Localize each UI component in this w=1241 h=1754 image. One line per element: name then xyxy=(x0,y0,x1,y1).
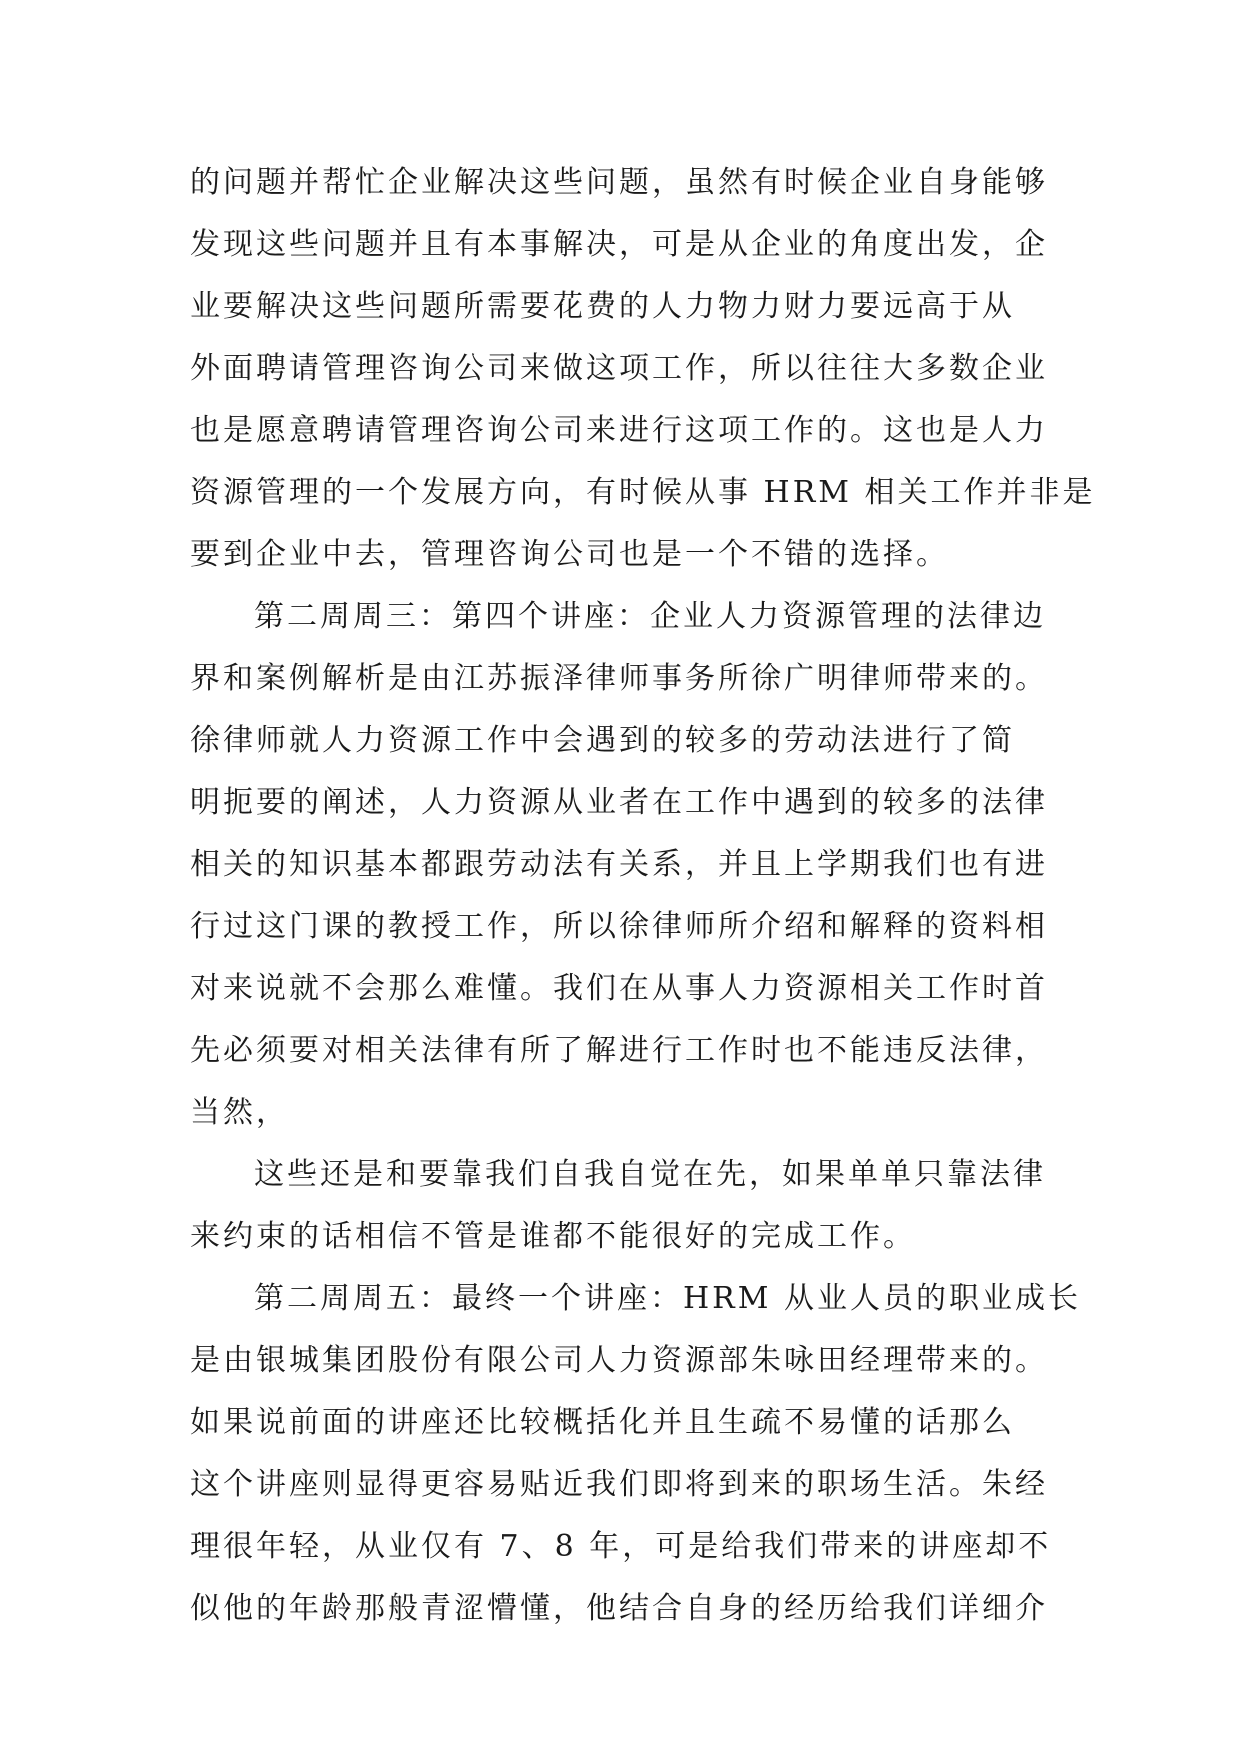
text-line: 要到企业中去，管理咨询公司也是一个不错的选择。 xyxy=(190,537,949,572)
text-line: 是由银城集团股份有限公司人力资源部朱咏田经理带来的。 xyxy=(190,1343,1048,1378)
text-line: 先必须要对相关法律有所了解进行工作时也不能违反法律， xyxy=(190,1033,1048,1068)
text-line: 的问题并帮忙企业解决这些问题，虽然有时候企业自身能够 xyxy=(190,165,1048,200)
text-line: 也是愿意聘请管理咨询公司来进行这项工作的。这也是人力 xyxy=(190,413,1048,448)
text-line: 似他的年龄那般青涩懵懂，他结合自身的经历给我们详细介 xyxy=(190,1591,1048,1626)
document-body xyxy=(190,152,1096,1640)
text-line: 相关的知识基本都跟劳动法有关系，并且上学期我们也有进 xyxy=(190,847,1048,882)
text-line: 来约束的话相信不管是谁都不能很好的完成工作。 xyxy=(190,1219,916,1254)
text-line: 业要解决这些问题所需要花费的人力物力财力要远高于从 xyxy=(190,289,1015,324)
text-line: 外面聘请管理咨询公司来做这项工作，所以往往大多数企业 xyxy=(190,351,1048,386)
text-line: 界和案例解析是由江苏振泽律师事务所徐广明律师带来的。 xyxy=(190,661,1048,696)
paragraph-first-line: 这些还是和要靠我们自我自觉在先，如果单单只靠法律 xyxy=(254,1157,1046,1192)
text-line: 对来说就不会那么难懂。我们在从事人力资源相关工作时首 xyxy=(190,971,1048,1006)
paragraph-first-line: 第二周周五：最终一个讲座：HRM 从业人员的职业成长 xyxy=(254,1281,1082,1316)
text-line: 理很年轻，从业仅有 7、8 年，可是给我们带来的讲座却不 xyxy=(190,1529,1052,1564)
text-line: 行过这门课的教授工作，所以徐律师所介绍和解释的资料相 xyxy=(190,909,1048,944)
text-line: 资源管理的一个发展方向，有时候从事 HRM 相关工作并非是 xyxy=(190,475,1096,510)
text-line: 发现这些问题并且有本事解决，可是从企业的角度出发，企 xyxy=(190,227,1048,262)
paragraph-first-line: 第二周周三：第四个讲座：企业人力资源管理的法律边 xyxy=(254,599,1046,634)
text-line: 徐律师就人力资源工作中会遇到的较多的劳动法进行了简 xyxy=(190,723,1015,758)
text-line: 明扼要的阐述，人力资源从业者在工作中遇到的较多的法律 xyxy=(190,785,1048,820)
text-line: 如果说前面的讲座还比较概括化并且生疏不易懂的话那么 xyxy=(190,1405,1015,1440)
text-line: 当然， xyxy=(190,1095,289,1130)
text-line: 这个讲座则显得更容易贴近我们即将到来的职场生活。朱经 xyxy=(190,1467,1048,1502)
